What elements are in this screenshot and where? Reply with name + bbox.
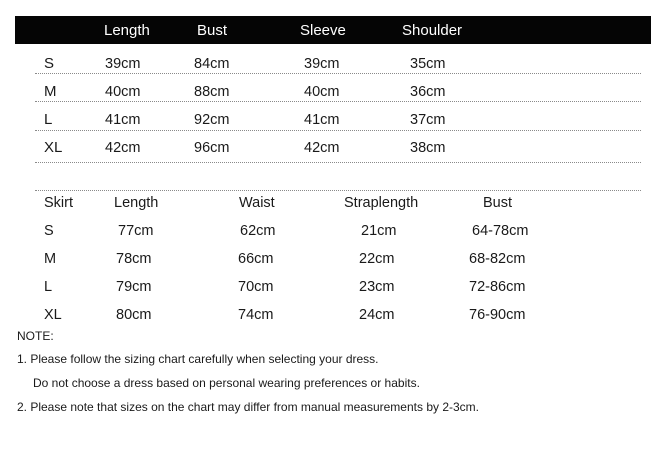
straplength-value: 21cm	[361, 223, 397, 239]
length-value: 42cm	[105, 140, 141, 156]
row-divider	[35, 190, 641, 191]
size-label: L	[44, 111, 53, 128]
row-divider	[35, 73, 641, 74]
length-value: 41cm	[105, 112, 141, 128]
length-value: 40cm	[105, 84, 141, 100]
size-label: XL	[44, 307, 62, 323]
sleeve-value: 42cm	[304, 140, 340, 156]
row-divider	[35, 101, 641, 102]
waist-value: 70cm	[238, 279, 274, 295]
bust-value: 68-82cm	[469, 251, 526, 267]
top-table-header	[15, 16, 651, 44]
header-skirt: Skirt	[44, 195, 73, 211]
straplength-value: 23cm	[359, 279, 395, 295]
length-value: 80cm	[116, 307, 152, 323]
notes-title: NOTE:	[17, 329, 54, 343]
waist-value: 62cm	[240, 223, 276, 239]
shoulder-value: 36cm	[410, 84, 446, 100]
shoulder-value: 37cm	[410, 112, 446, 128]
length-value: 39cm	[105, 56, 141, 72]
bust-value: 64-78cm	[472, 223, 529, 239]
size-label: S	[44, 55, 55, 72]
header-bust: Bust	[197, 22, 228, 39]
bust-value: 92cm	[194, 112, 230, 128]
bust-value: 88cm	[194, 84, 230, 100]
size-label: M	[44, 83, 57, 100]
header-waist: Waist	[239, 195, 275, 211]
header-length: Length	[114, 195, 159, 211]
bust-value: 84cm	[194, 56, 230, 72]
header-straplength: Straplength	[344, 195, 419, 211]
header-length: Length	[104, 22, 150, 39]
row-divider	[35, 162, 641, 163]
bust-value: 96cm	[194, 140, 230, 156]
straplength-value: 22cm	[359, 251, 395, 267]
length-value: 79cm	[116, 279, 152, 295]
note-line-1: 1. Please follow the sizing chart carefully when selecting your dress.	[17, 352, 379, 366]
size-label: M	[44, 251, 57, 267]
header-bust: Bust	[483, 195, 513, 211]
size-label: XL	[44, 139, 63, 156]
shoulder-value: 35cm	[410, 56, 446, 72]
waist-value: 74cm	[238, 307, 274, 323]
shoulder-value: 38cm	[410, 140, 446, 156]
sleeve-value: 41cm	[304, 112, 340, 128]
note-line-1b: Do not choose a dress based on personal wearing preferences or habits.	[33, 376, 420, 390]
header-sleeve: Sleeve	[300, 22, 346, 39]
note-line-2: 2. Please note that sizes on the chart may differ from manual measurements by 2-3cm.	[17, 400, 479, 414]
length-value: 78cm	[116, 251, 152, 267]
bust-value: 76-90cm	[469, 307, 526, 323]
size-label: L	[44, 279, 53, 295]
length-value: 77cm	[118, 223, 154, 239]
row-divider	[35, 130, 641, 131]
bust-value: 72-86cm	[469, 279, 526, 295]
header-shoulder: Shoulder	[402, 22, 463, 39]
size-label: S	[44, 223, 54, 239]
waist-value: 66cm	[238, 251, 274, 267]
sleeve-value: 39cm	[304, 56, 340, 72]
straplength-value: 24cm	[359, 307, 395, 323]
sleeve-value: 40cm	[304, 84, 340, 100]
